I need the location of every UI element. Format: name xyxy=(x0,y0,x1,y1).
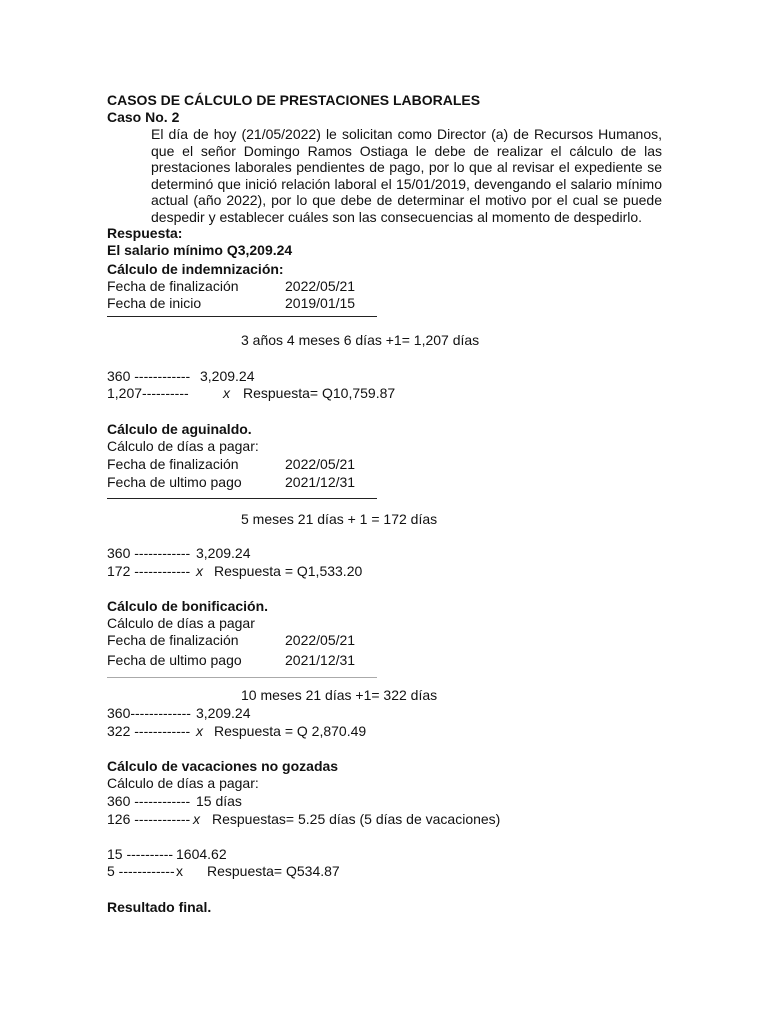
indemnizacion-end-label: Fecha de finalización xyxy=(107,278,239,294)
vacaciones-rule2-left: 126 ------------ xyxy=(107,811,191,827)
indemnizacion-period: 3 años 4 meses 6 días +1= 1,207 días xyxy=(241,332,480,348)
answer-label: Respuesta: xyxy=(107,225,183,241)
bonificacion-last-label: Fecha de ultimo pago xyxy=(107,652,242,668)
indemnizacion-answer: Respuesta= Q10,759.87 xyxy=(243,385,396,401)
vacaciones-rule3-right: 1604.62 xyxy=(176,846,227,862)
bonificacion-rule1-right: 3,209.24 xyxy=(196,705,251,721)
vacaciones-rule4-left: 5 ------------ xyxy=(107,863,175,879)
vacaciones-answer: Respuestas= 5.25 días (5 días de vacaciones) xyxy=(212,811,501,827)
bonificacion-rule2-x: x xyxy=(196,723,203,739)
vacaciones-rule2-x: x xyxy=(193,811,200,827)
aguinaldo-rule1-left: 360 ------------ xyxy=(107,545,191,561)
vacaciones-heading: Cálculo de vacaciones no gozadas xyxy=(107,758,339,774)
vacaciones-rule1-right: 15 días xyxy=(196,793,242,809)
aguinaldo-last-value: 2021/12/31 xyxy=(285,474,356,490)
indemnizacion-rule2-x: x xyxy=(223,385,230,401)
vacaciones-sub: Cálculo de días a pagar: xyxy=(107,775,259,791)
bonificacion-rule1-left: 360------------- xyxy=(107,705,191,721)
bonificacion-sub: Cálculo de días a pagar xyxy=(107,615,255,631)
aguinaldo-heading: Cálculo de aguinaldo. xyxy=(107,421,252,437)
bonificacion-divider xyxy=(107,677,377,678)
aguinaldo-divider xyxy=(107,498,377,499)
indemnizacion-rule2-left: 1,207---------- xyxy=(107,385,189,401)
aguinaldo-rule1-right: 3,209.24 xyxy=(196,545,251,561)
indemnizacion-divider xyxy=(107,316,377,317)
aguinaldo-last-label: Fecha de ultimo pago xyxy=(107,474,242,490)
vacaciones-rule1-left: 360 ------------ xyxy=(107,793,191,809)
case-number: Caso No. 2 xyxy=(107,109,180,125)
aguinaldo-end-label: Fecha de finalización xyxy=(107,456,239,472)
aguinaldo-rule2-x: x xyxy=(196,563,203,579)
vacaciones-rule3-left: 15 ---------- xyxy=(107,846,174,862)
aguinaldo-rule2-left: 172 ------------ xyxy=(107,563,191,579)
indemnizacion-end-value: 2022/05/21 xyxy=(285,278,356,294)
indemnizacion-rule1-right: 3,209.24 xyxy=(200,368,255,384)
aguinaldo-end-value: 2022/05/21 xyxy=(285,456,356,472)
indemnizacion-start-label: Fecha de inicio xyxy=(107,295,202,311)
bonificacion-period: 10 meses 21 días +1= 322 días xyxy=(241,687,438,703)
min-wage: El salario mínimo Q3,209.24 xyxy=(107,242,293,258)
bonificacion-heading: Cálculo de bonificación. xyxy=(107,598,269,614)
document-title: CASOS DE CÁLCULO DE PRESTACIONES LABORALES xyxy=(107,92,481,108)
case-statement: El día de hoy (21/05/2022) le solicitan como Director (a) de Recursos Humanos, que el señor Domingo Ramos Ostiaga le debe de realizar el cálculo de las prestaciones laborales pendientes de pago, por lo que al revisar el expediente se determinó que inició relación laboral el 15/01/2019, devengando el salario mínimo actual (año 2022), por lo que debe de determinar el motivo por el cual se puede despedir y establecer cuáles son las consecuencias al momento de despedirlo. xyxy=(151,126,662,225)
aguinaldo-sub: Cálculo de días a pagar: xyxy=(107,438,259,454)
aguinaldo-period: 5 meses 21 días + 1 = 172 días xyxy=(241,511,438,527)
bonificacion-last-value: 2021/12/31 xyxy=(285,652,356,668)
aguinaldo-answer: Respuesta = Q1,533.20 xyxy=(214,563,363,579)
indemnizacion-start-value: 2019/01/15 xyxy=(285,295,356,311)
indemnizacion-rule1-left: 360 ------------ xyxy=(107,368,191,384)
bonificacion-end-label: Fecha de finalización xyxy=(107,632,239,648)
bonificacion-end-value: 2022/05/21 xyxy=(285,632,356,648)
indemnizacion-heading: Cálculo de indemnización: xyxy=(107,261,284,277)
bonificacion-answer: Respuesta = Q 2,870.49 xyxy=(214,723,367,739)
vacaciones-answer-final: Respuesta= Q534.87 xyxy=(207,863,340,879)
bonificacion-rule2-left: 322 ------------ xyxy=(107,723,191,739)
final-result-heading: Resultado final. xyxy=(107,899,212,915)
vacaciones-rule4-x: x xyxy=(176,863,183,879)
